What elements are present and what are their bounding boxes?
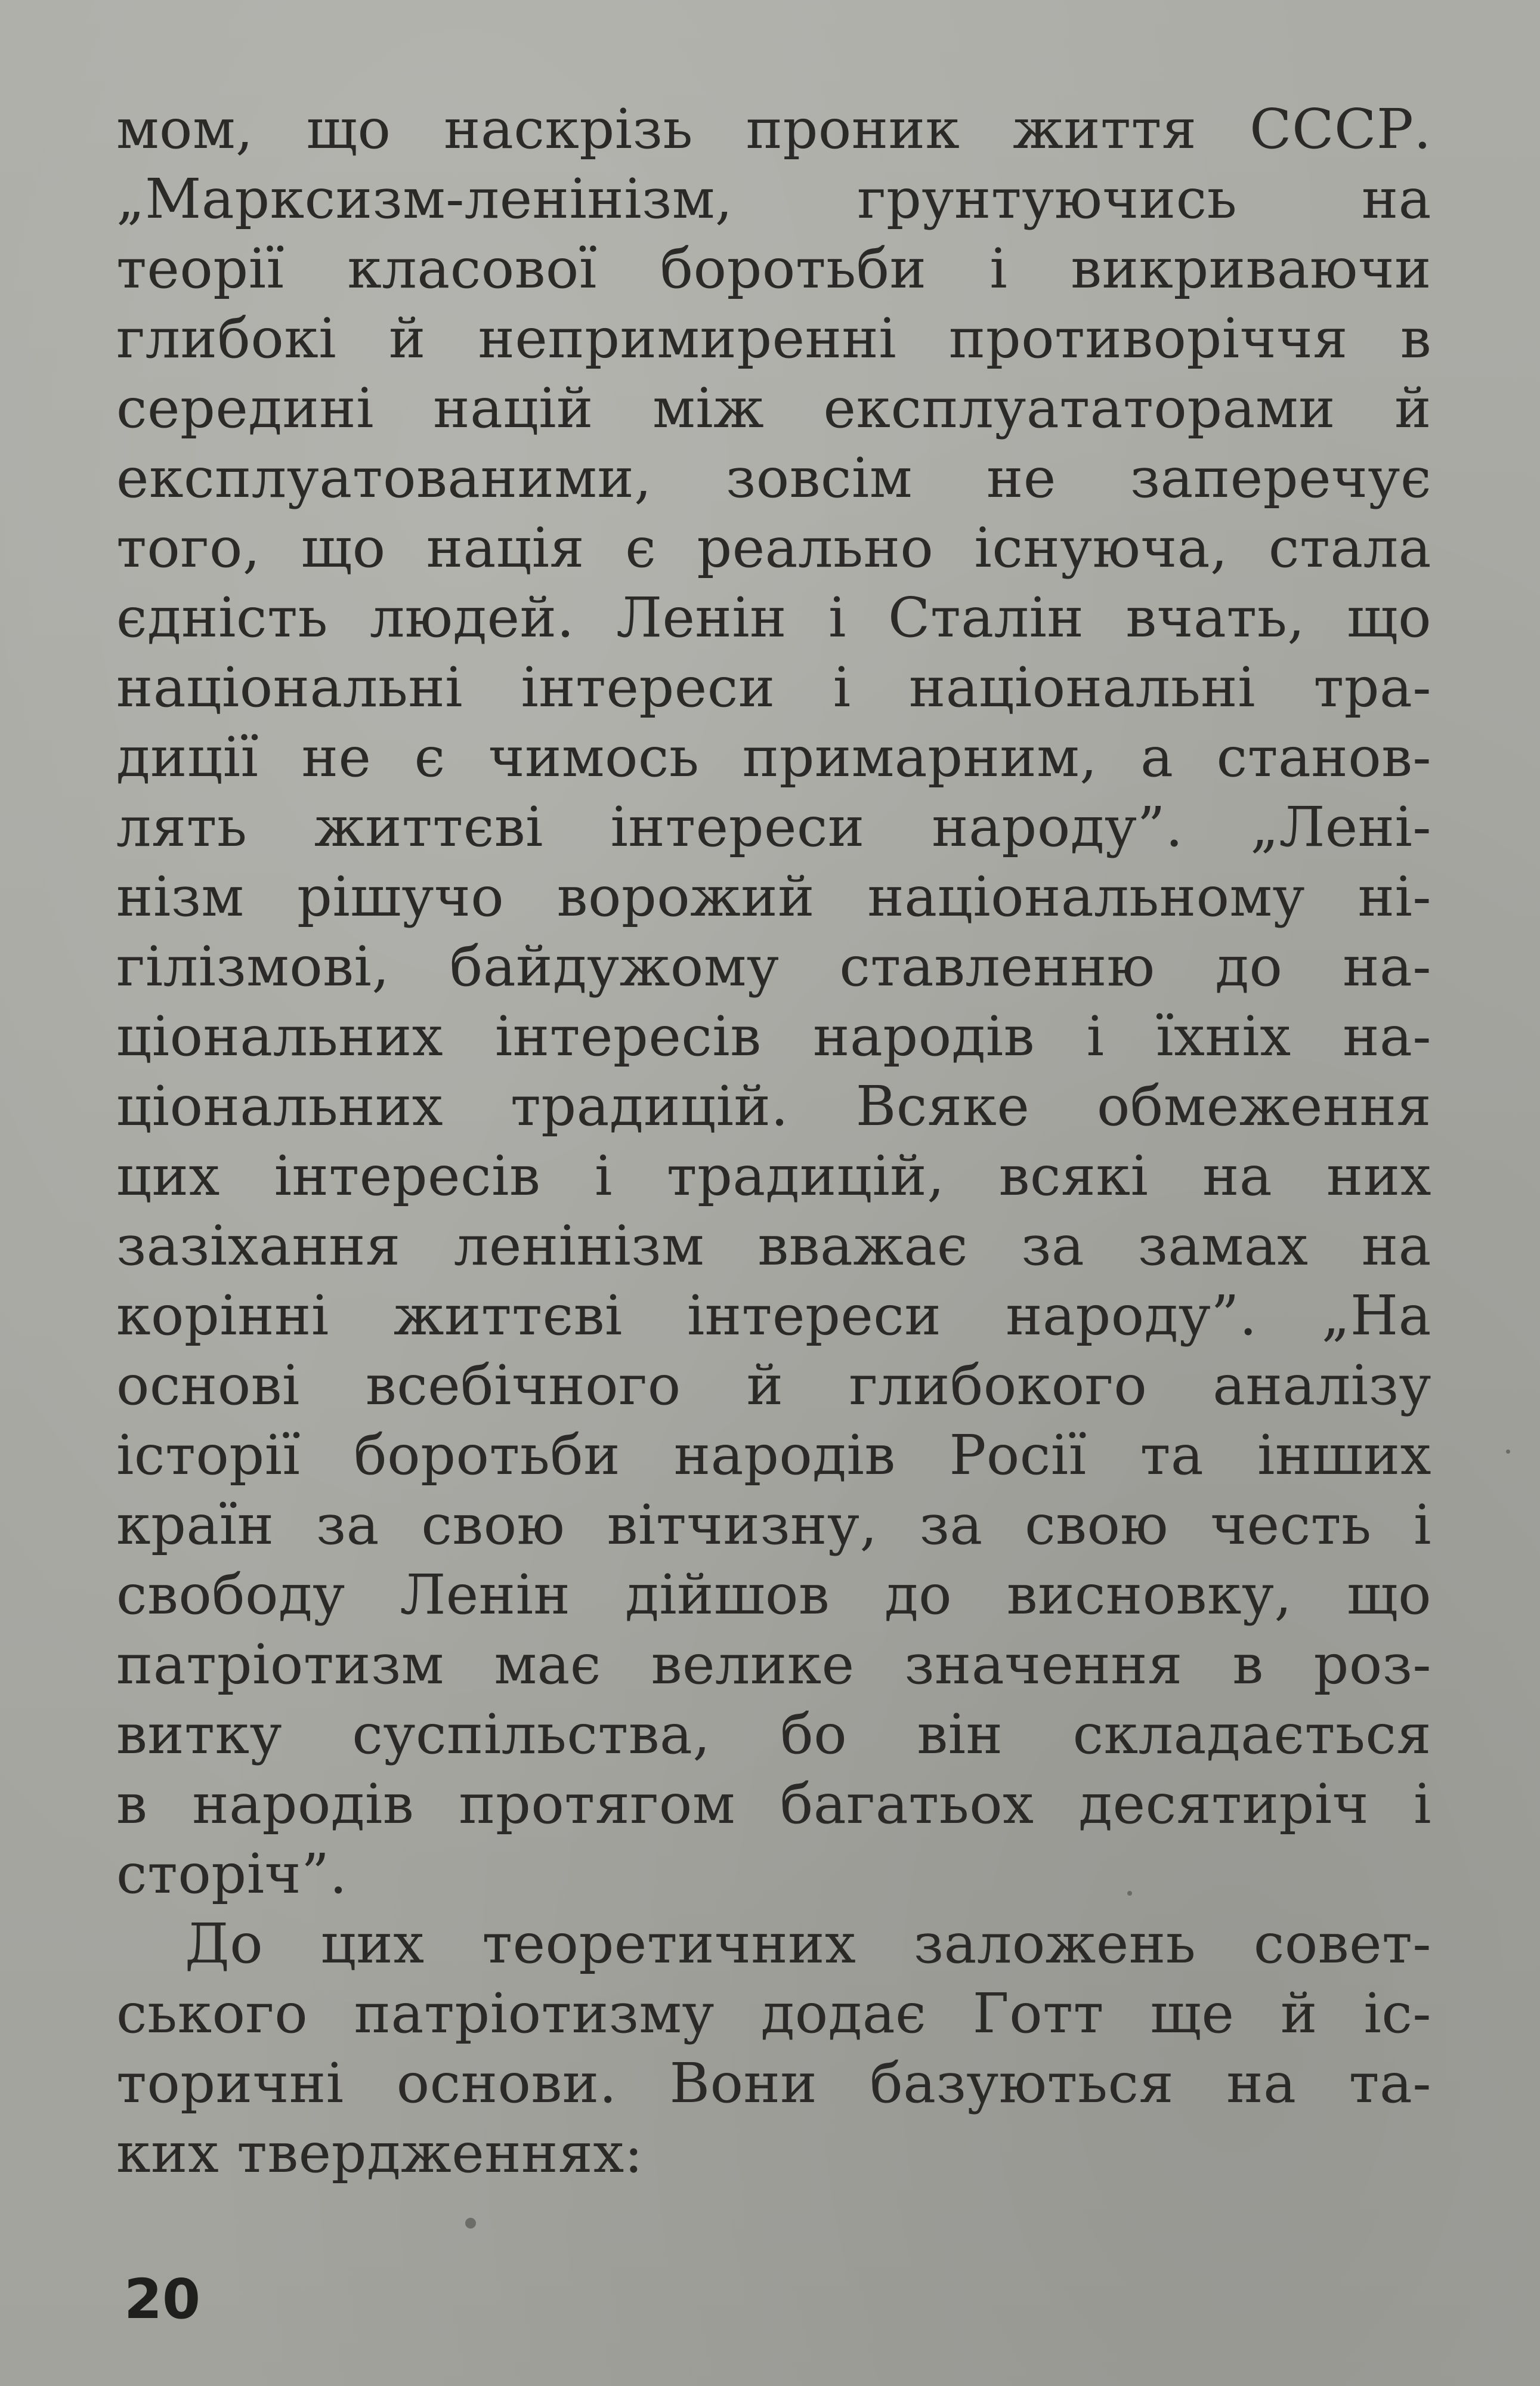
text-line: корінні життєві інтереси народу”. „На bbox=[116, 1284, 1431, 1347]
text-line: ціональних інтересів народів і їхніх на- bbox=[116, 1005, 1431, 1068]
text-line: диції не є чимось примарним, а станов- bbox=[116, 725, 1431, 789]
text-line: єдність людей. Ленін і Сталін вчать, що bbox=[116, 586, 1431, 650]
paragraph-2-line: ких твердженнях: bbox=[116, 2121, 644, 2185]
text-line: в народів протягом багатьох десятиріч і bbox=[116, 1772, 1431, 1836]
text-line: основі всебічного й глибокого аналізу bbox=[116, 1353, 1431, 1417]
text-line: сторіч”. bbox=[116, 1842, 348, 1906]
text-line: витку суспільства, бо він складається bbox=[116, 1702, 1431, 1766]
text-line: нізм рішучо ворожий національному ні- bbox=[116, 865, 1431, 929]
body-text bbox=[116, 94, 1431, 2188]
text-line: національні інтереси і національні тра- bbox=[116, 656, 1431, 719]
paragraph-2-line: торичні основи. Вони базуються на та- bbox=[116, 2051, 1431, 2115]
text-line: теорії класової боротьби і викриваючи bbox=[116, 237, 1431, 301]
text-line: лять життєві інтереси народу”. „Лені- bbox=[116, 795, 1431, 859]
text-line: гілізмові, байдужому ставленню до на- bbox=[116, 935, 1431, 999]
text-line: ціональних традицій. Всяке обмеження bbox=[116, 1074, 1431, 1138]
text-line: зазіхання ленінізм вважає за замах на bbox=[116, 1214, 1431, 1278]
text-line: країн за свою вітчизну, за свою честь і bbox=[116, 1493, 1431, 1557]
text-line: свободу Ленін дійшов до висновку, що bbox=[116, 1563, 1431, 1627]
text-line: того, що нація є реально існуюча, стала bbox=[116, 516, 1431, 580]
text-line: цих інтересів і традицій, всякі на них bbox=[116, 1144, 1431, 1208]
text-line: „Марксизм-ленінізм, грунтуючись на bbox=[116, 167, 1431, 231]
text-line: історії боротьби народів Росії та інших bbox=[116, 1423, 1431, 1487]
text-line: експлуатованими, зовсім не заперечує bbox=[116, 446, 1431, 510]
page-number: 20 bbox=[124, 2267, 201, 2331]
text-line: глибокі й непримиренні противоріччя в bbox=[116, 307, 1431, 370]
print-speck bbox=[1506, 1449, 1510, 1454]
text-line: патріотизм має велике значення в роз- bbox=[116, 1633, 1431, 1696]
print-speck bbox=[1127, 1891, 1132, 1896]
text-line: мом, що наскрізь проник життя СССР. bbox=[116, 97, 1431, 161]
print-speck bbox=[465, 2218, 476, 2229]
paragraph-2-line: До цих теоретичних заложень совет- bbox=[185, 1912, 1431, 1976]
paragraph-2-line: ського патріотизму додає Готт ще й іс- bbox=[116, 1982, 1431, 2045]
text-line: середині націй між експлуататорами й bbox=[116, 376, 1431, 440]
